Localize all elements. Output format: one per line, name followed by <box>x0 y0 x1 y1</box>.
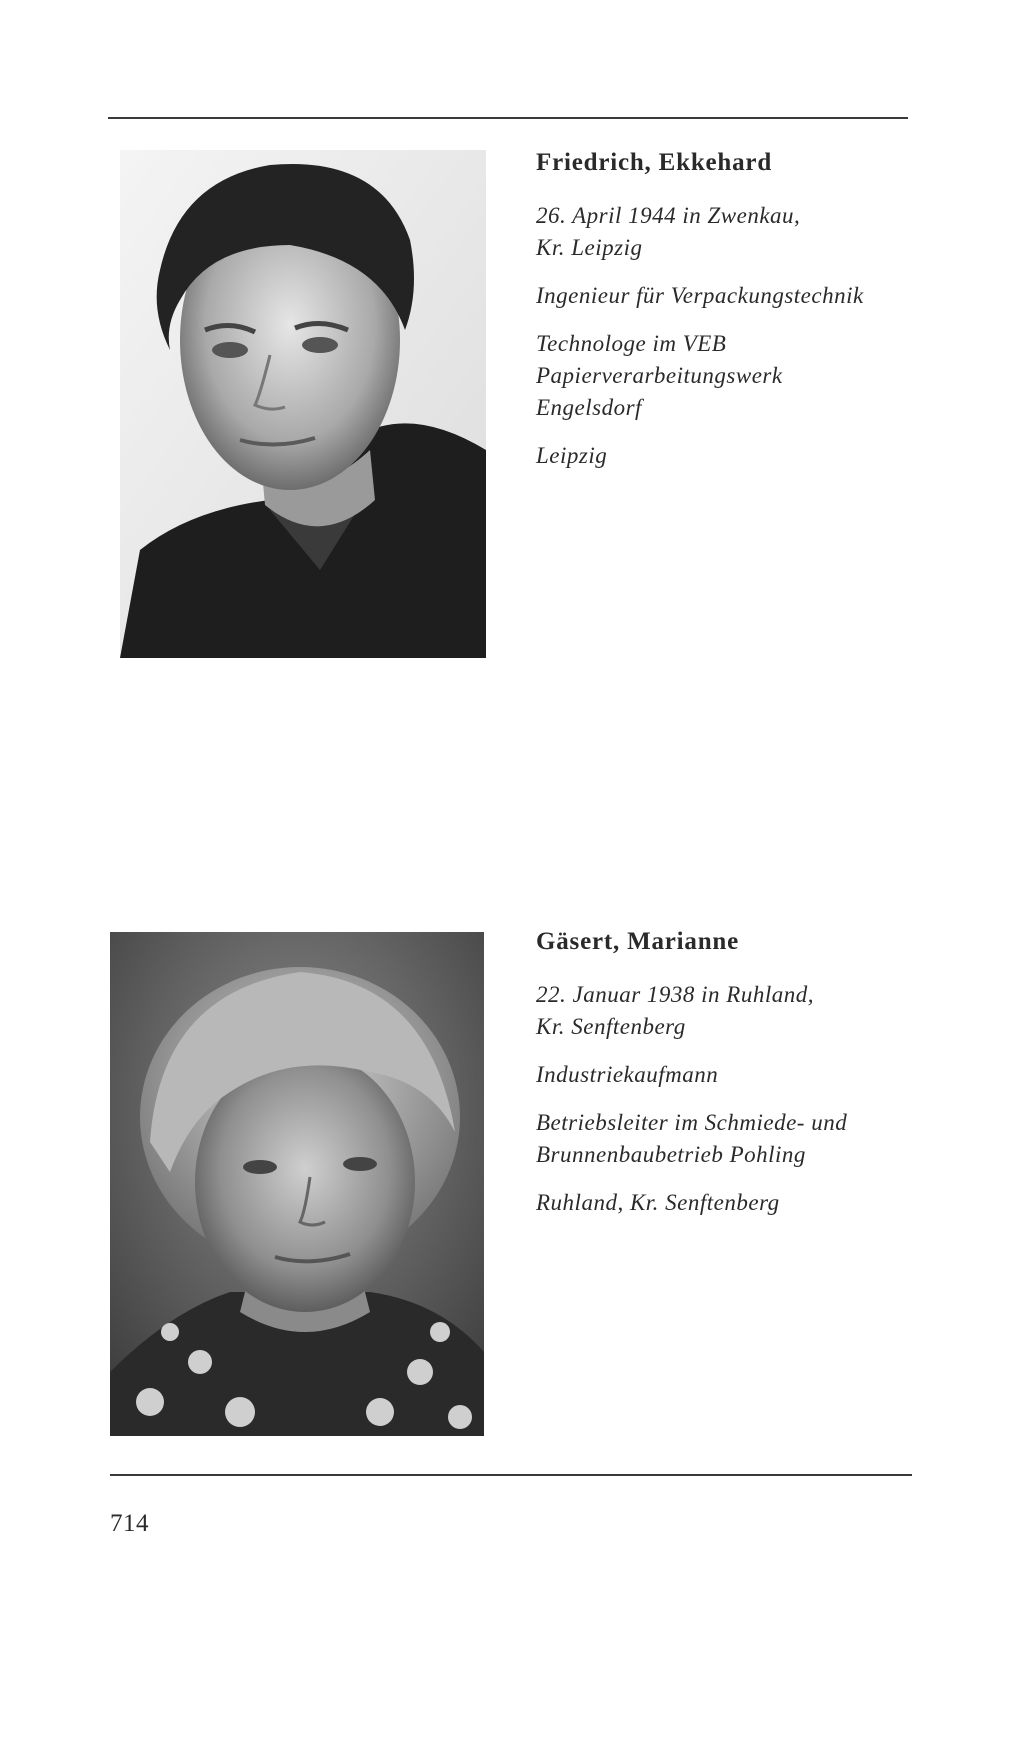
profession <box>536 1059 916 1091</box>
residence <box>536 1187 916 1219</box>
person-name: Friedrich, Ekkehard <box>536 149 773 176</box>
position-line: Betriebsleiter im Schmiede- und <box>536 1110 848 1135</box>
birth-line: 22. Januar 1938 in Ruhland, <box>536 982 814 1007</box>
position <box>536 1107 916 1171</box>
position-line: Papierverarbeitungswerk <box>536 363 783 388</box>
residence-line: Leipzig <box>536 443 608 468</box>
profession-line: Industriekaufmann <box>536 1062 719 1087</box>
biography-entry <box>536 148 916 488</box>
portrait-photo-gaesert <box>110 932 484 1436</box>
page-number: 714 <box>110 1510 149 1537</box>
profession <box>536 280 916 312</box>
residence-line: Ruhland, Kr. Senftenberg <box>536 1190 780 1215</box>
birth-info <box>536 200 916 264</box>
position <box>536 328 916 424</box>
position-line: Brunnenbaubetrieb Pohling <box>536 1142 806 1167</box>
top-rule <box>108 117 908 119</box>
birth-line: Kr. Leipzig <box>536 235 643 260</box>
portrait-photo-friedrich <box>120 150 486 658</box>
profession-line: Ingenieur für Verpackungstechnik <box>536 283 864 308</box>
birth-line: 26. April 1944 in Zwenkau, <box>536 203 801 228</box>
birth-info <box>536 979 916 1043</box>
position-line: Technologe im VEB <box>536 331 727 356</box>
birth-line: Kr. Senftenberg <box>536 1014 686 1039</box>
person-name: Gäsert, Marianne <box>536 928 740 955</box>
bottom-rule <box>110 1474 912 1476</box>
position-line: Engelsdorf <box>536 395 642 420</box>
residence <box>536 440 916 472</box>
biography-entry <box>536 927 916 1235</box>
